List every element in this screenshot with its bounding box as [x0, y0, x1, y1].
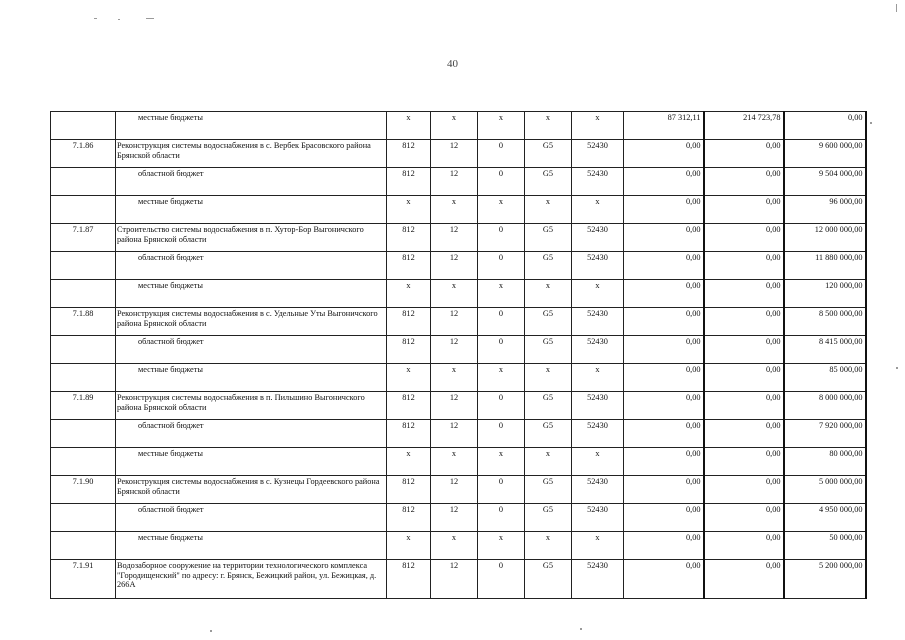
cell-c1: 812: [387, 140, 431, 168]
cell-amount-2: 0,00: [704, 280, 784, 308]
cell-c4: G5: [525, 476, 572, 504]
cell-c1: 812: [387, 224, 431, 252]
cell-amount-1: 0,00: [624, 308, 704, 336]
cell-c5: 52430: [572, 560, 624, 599]
row-code: [51, 448, 116, 476]
table-row: [51, 532, 866, 560]
table-row: [51, 308, 866, 336]
cell-c2: 12: [431, 252, 478, 280]
cell-c3: x: [478, 112, 525, 140]
cell-c2: 12: [431, 420, 478, 448]
cell-c2: 12: [431, 336, 478, 364]
cell-c3: x: [478, 196, 525, 224]
cell-c3: 0: [478, 476, 525, 504]
cell-c4: x: [525, 196, 572, 224]
row-code: 7.1.87: [51, 224, 116, 252]
cell-c2: x: [431, 280, 478, 308]
cell-c5: 52430: [572, 392, 624, 420]
cell-c4: x: [525, 112, 572, 140]
table-row: [51, 140, 866, 168]
row-code: 7.1.86: [51, 140, 116, 168]
cell-c1: 812: [387, 420, 431, 448]
cell-c5: x: [572, 364, 624, 392]
row-name: Реконструкция системы водоснабжения в п. Пильшино Выгоничского района Брянской области: [116, 392, 387, 420]
cell-amount-1: 0,00: [624, 364, 704, 392]
cell-c1: 812: [387, 168, 431, 196]
table-row: [51, 420, 866, 448]
row-code: [51, 112, 116, 140]
cell-c5: 52430: [572, 336, 624, 364]
cell-amount-2: 0,00: [704, 308, 784, 336]
table-row: [51, 196, 866, 224]
cell-c5: 52430: [572, 476, 624, 504]
budget-table: [50, 111, 867, 599]
cell-amount-3: 4 950 000,00: [784, 504, 866, 532]
cell-amount-3: 12 000 000,00: [784, 224, 866, 252]
row-code: 7.1.90: [51, 476, 116, 504]
cell-amount-3: 96 000,00: [784, 196, 866, 224]
cell-amount-3: 11 880 000,00: [784, 252, 866, 280]
row-name: областной бюджет: [116, 252, 387, 280]
cell-c5: x: [572, 112, 624, 140]
cell-c4: G5: [525, 168, 572, 196]
cell-c2: x: [431, 448, 478, 476]
cell-c4: x: [525, 448, 572, 476]
cell-c2: 12: [431, 504, 478, 532]
row-name: местные бюджеты: [116, 364, 387, 392]
cell-c4: G5: [525, 560, 572, 599]
cell-c4: x: [525, 532, 572, 560]
cell-c3: 0: [478, 252, 525, 280]
table-row: [51, 504, 866, 532]
cell-c4: x: [525, 280, 572, 308]
cell-amount-3: 8 500 000,00: [784, 308, 866, 336]
cell-amount-1: 0,00: [624, 476, 704, 504]
cell-c1: 812: [387, 308, 431, 336]
row-code: [51, 336, 116, 364]
cell-c2: 12: [431, 168, 478, 196]
cell-amount-1: 0,00: [624, 224, 704, 252]
cell-c1: x: [387, 364, 431, 392]
cell-c4: G5: [525, 392, 572, 420]
cell-c4: G5: [525, 224, 572, 252]
cell-amount-1: 0,00: [624, 392, 704, 420]
table-row: [51, 112, 866, 140]
cell-c4: G5: [525, 504, 572, 532]
cell-c3: 0: [478, 140, 525, 168]
cell-amount-1: 0,00: [624, 560, 704, 599]
page-number: 40: [447, 58, 458, 70]
cell-amount-2: 0,00: [704, 168, 784, 196]
cell-amount-2: 0,00: [704, 420, 784, 448]
cell-amount-2: 0,00: [704, 532, 784, 560]
cell-c1: 812: [387, 392, 431, 420]
cell-amount-3: 0,00: [784, 112, 866, 140]
cell-c3: 0: [478, 504, 525, 532]
cell-amount-3: 80 000,00: [784, 448, 866, 476]
scan-speck: [896, 367, 898, 369]
table-row: [51, 280, 866, 308]
cell-c3: 0: [478, 420, 525, 448]
cell-c5: 52430: [572, 252, 624, 280]
cell-amount-1: 0,00: [624, 140, 704, 168]
cell-amount-3: 5 000 000,00: [784, 476, 866, 504]
scan-speck: [94, 18, 97, 19]
scan-speck: [896, 4, 897, 12]
scan-speck: [870, 122, 872, 124]
row-name: Водозаборное сооружение на территории технологического комплекса "Городищенский" по адресу: г. Брянск, Бежицкий район, ул. Бежицкая, д. 266А: [116, 560, 387, 599]
cell-amount-3: 5 200 000,00: [784, 560, 866, 599]
cell-amount-3: 9 600 000,00: [784, 140, 866, 168]
cell-amount-2: 0,00: [704, 252, 784, 280]
row-code: [51, 532, 116, 560]
cell-c2: x: [431, 112, 478, 140]
table-row: [51, 336, 866, 364]
cell-c2: x: [431, 364, 478, 392]
row-name: Реконструкция системы водоснабжения в с. Вербек Брасовского района Брянской области: [116, 140, 387, 168]
cell-c5: 52430: [572, 420, 624, 448]
row-name: Реконструкция системы водоснабжения в с. Кузнецы Гордеевского района Брянской области: [116, 476, 387, 504]
cell-c5: 52430: [572, 224, 624, 252]
cell-c2: 12: [431, 560, 478, 599]
row-name: областной бюджет: [116, 504, 387, 532]
cell-amount-1: 0,00: [624, 168, 704, 196]
cell-c2: 12: [431, 308, 478, 336]
row-name: местные бюджеты: [116, 448, 387, 476]
cell-amount-2: 0,00: [704, 392, 784, 420]
row-name: местные бюджеты: [116, 532, 387, 560]
row-code: [51, 504, 116, 532]
scan-speck: [118, 19, 120, 20]
cell-c4: G5: [525, 308, 572, 336]
cell-amount-2: 0,00: [704, 560, 784, 599]
scan-speck: [580, 628, 582, 630]
table-row: [51, 168, 866, 196]
cell-c1: 812: [387, 504, 431, 532]
cell-c1: 812: [387, 336, 431, 364]
cell-c1: x: [387, 112, 431, 140]
table-row: [51, 252, 866, 280]
cell-c5: 52430: [572, 140, 624, 168]
cell-c2: 12: [431, 476, 478, 504]
cell-c1: 812: [387, 560, 431, 599]
cell-amount-1: 0,00: [624, 532, 704, 560]
table-body: [51, 112, 866, 599]
cell-amount-1: 87 312,11: [624, 112, 704, 140]
cell-c3: 0: [478, 224, 525, 252]
cell-amount-3: 50 000,00: [784, 532, 866, 560]
cell-c5: 52430: [572, 168, 624, 196]
cell-c3: x: [478, 280, 525, 308]
cell-c5: x: [572, 280, 624, 308]
cell-c5: x: [572, 448, 624, 476]
cell-amount-2: 0,00: [704, 196, 784, 224]
cell-c1: x: [387, 532, 431, 560]
cell-amount-2: 0,00: [704, 448, 784, 476]
cell-c2: x: [431, 196, 478, 224]
cell-c5: 52430: [572, 308, 624, 336]
cell-amount-1: 0,00: [624, 280, 704, 308]
scan-speck: [210, 630, 212, 632]
cell-amount-3: 8 000 000,00: [784, 392, 866, 420]
row-code: [51, 252, 116, 280]
cell-amount-1: 0,00: [624, 252, 704, 280]
row-name: местные бюджеты: [116, 280, 387, 308]
cell-c3: x: [478, 448, 525, 476]
cell-c1: 812: [387, 252, 431, 280]
row-name: местные бюджеты: [116, 196, 387, 224]
cell-amount-2: 214 723,78: [704, 112, 784, 140]
cell-amount-1: 0,00: [624, 196, 704, 224]
cell-c1: x: [387, 196, 431, 224]
cell-amount-3: 8 415 000,00: [784, 336, 866, 364]
cell-amount-3: 9 504 000,00: [784, 168, 866, 196]
cell-c3: 0: [478, 336, 525, 364]
cell-amount-3: 120 000,00: [784, 280, 866, 308]
cell-c4: G5: [525, 336, 572, 364]
cell-c3: 0: [478, 308, 525, 336]
cell-amount-1: 0,00: [624, 336, 704, 364]
cell-c1: 812: [387, 476, 431, 504]
cell-c5: x: [572, 532, 624, 560]
cell-amount-2: 0,00: [704, 336, 784, 364]
row-code: [51, 420, 116, 448]
cell-c4: G5: [525, 420, 572, 448]
table-row: [51, 476, 866, 504]
row-code: [51, 364, 116, 392]
row-name: областной бюджет: [116, 168, 387, 196]
row-code: 7.1.88: [51, 308, 116, 336]
cell-amount-2: 0,00: [704, 140, 784, 168]
row-code: [51, 280, 116, 308]
row-code: [51, 196, 116, 224]
cell-c1: x: [387, 280, 431, 308]
cell-amount-3: 85 000,00: [784, 364, 866, 392]
cell-amount-1: 0,00: [624, 448, 704, 476]
table-row: [51, 224, 866, 252]
table-row: [51, 560, 866, 599]
cell-c1: x: [387, 448, 431, 476]
row-code: [51, 168, 116, 196]
cell-c3: x: [478, 364, 525, 392]
cell-amount-2: 0,00: [704, 504, 784, 532]
table-row: [51, 392, 866, 420]
cell-c3: 0: [478, 560, 525, 599]
cell-c5: x: [572, 196, 624, 224]
row-name: областной бюджет: [116, 336, 387, 364]
row-code: 7.1.91: [51, 560, 116, 599]
cell-c2: 12: [431, 140, 478, 168]
cell-c2: 12: [431, 392, 478, 420]
row-name: Строительство системы водоснабжения в п. Хутор-Бор Выгоничского района Брянской области: [116, 224, 387, 252]
cell-c3: x: [478, 532, 525, 560]
cell-c5: 52430: [572, 504, 624, 532]
cell-c2: 12: [431, 224, 478, 252]
row-name: Реконструкция системы водоснабжения в с. Удельные Уты Выгоничского района Брянской области: [116, 308, 387, 336]
cell-amount-3: 7 920 000,00: [784, 420, 866, 448]
row-code: 7.1.89: [51, 392, 116, 420]
cell-amount-1: 0,00: [624, 504, 704, 532]
cell-amount-2: 0,00: [704, 224, 784, 252]
cell-c4: G5: [525, 140, 572, 168]
cell-c2: x: [431, 532, 478, 560]
cell-c4: G5: [525, 252, 572, 280]
table-row: [51, 364, 866, 392]
scan-speck: [146, 18, 154, 19]
row-name: местные бюджеты: [116, 112, 387, 140]
cell-amount-2: 0,00: [704, 364, 784, 392]
cell-amount-2: 0,00: [704, 476, 784, 504]
table-row: [51, 448, 866, 476]
cell-c4: x: [525, 364, 572, 392]
cell-amount-1: 0,00: [624, 420, 704, 448]
row-name: областной бюджет: [116, 420, 387, 448]
cell-c3: 0: [478, 168, 525, 196]
cell-c3: 0: [478, 392, 525, 420]
